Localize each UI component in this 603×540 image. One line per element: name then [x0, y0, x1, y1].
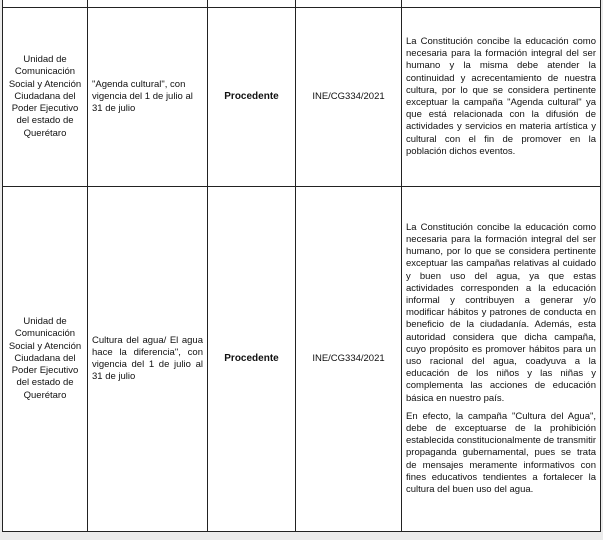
- status-cell: Procedente: [208, 8, 296, 187]
- table-row: [3, 187, 601, 532]
- agreement-cell: INE/CG334/2021: [296, 187, 402, 532]
- table-header-remnant: [3, 0, 601, 8]
- agreement-cell: INE/CG334/2021: [296, 8, 402, 187]
- exceptions-table: [2, 0, 601, 532]
- campaign-cell: Cultura del agua/ El agua hace la diferencia", con vigencia del 1 de julio al 31 de julio: [88, 187, 208, 532]
- reason-paragraph: La Constitución concibe la educación como necesaria para la formación integral del ser humano, por lo que se considera pertinente exceptuar las campañas relativas al cuidado y buen uso del agua, ya que estas actividades corresponden a la educación informal y contribuyen a generar y/o modificar hábitos y patrones de conducta en beneficio de la ciudadanía. Además, esta autoridad considera que dicha campaña, cuyo propósito es promover hábitos para un uso racional del agua, coadyuva a la educación de los niños y las niñas y complementa las acciones de educación básica en nuestro país.: [406, 221, 596, 404]
- entity-cell: Unidad de Comunicación Social y Atención Ciudadana del Poder Ejecutivo del estado de Querétaro: [3, 187, 88, 532]
- table-row: [3, 8, 601, 187]
- reason-cell: [402, 187, 601, 532]
- entity-cell: Unidad de Comunicación Social y Atención Ciudadana del Poder Ejecutivo del estado de Querétaro: [3, 8, 88, 187]
- reason-cell: [402, 8, 601, 187]
- reason-paragraph: En efecto, la campaña "Cultura del Agua", debe de exceptuarse de la prohibición establecida constitucionalmente de transmitir propaganda gubernamental, pues se trata de mensajes meramente informativos con fines educativos tendientes a fortalecer la cultura del buen uso del agua.: [406, 410, 596, 496]
- reason-paragraph: La Constitución concibe la educación como necesaria para la formación integral del ser humano y la misma debe atender la continuidad y acrecentamiento de nuestra cultura, por lo que se considera pertinente exceptuar la campaña "Agenda cultural" ya que está relacionada con la difusión de actividades y servicios en materia artística y cultural con el fin de promover en la población dichos eventos.: [406, 35, 596, 157]
- status-cell: Procedente: [208, 187, 296, 532]
- campaign-cell: "Agenda cultural", con vigencia del 1 de julio al 31 de julio: [88, 8, 208, 187]
